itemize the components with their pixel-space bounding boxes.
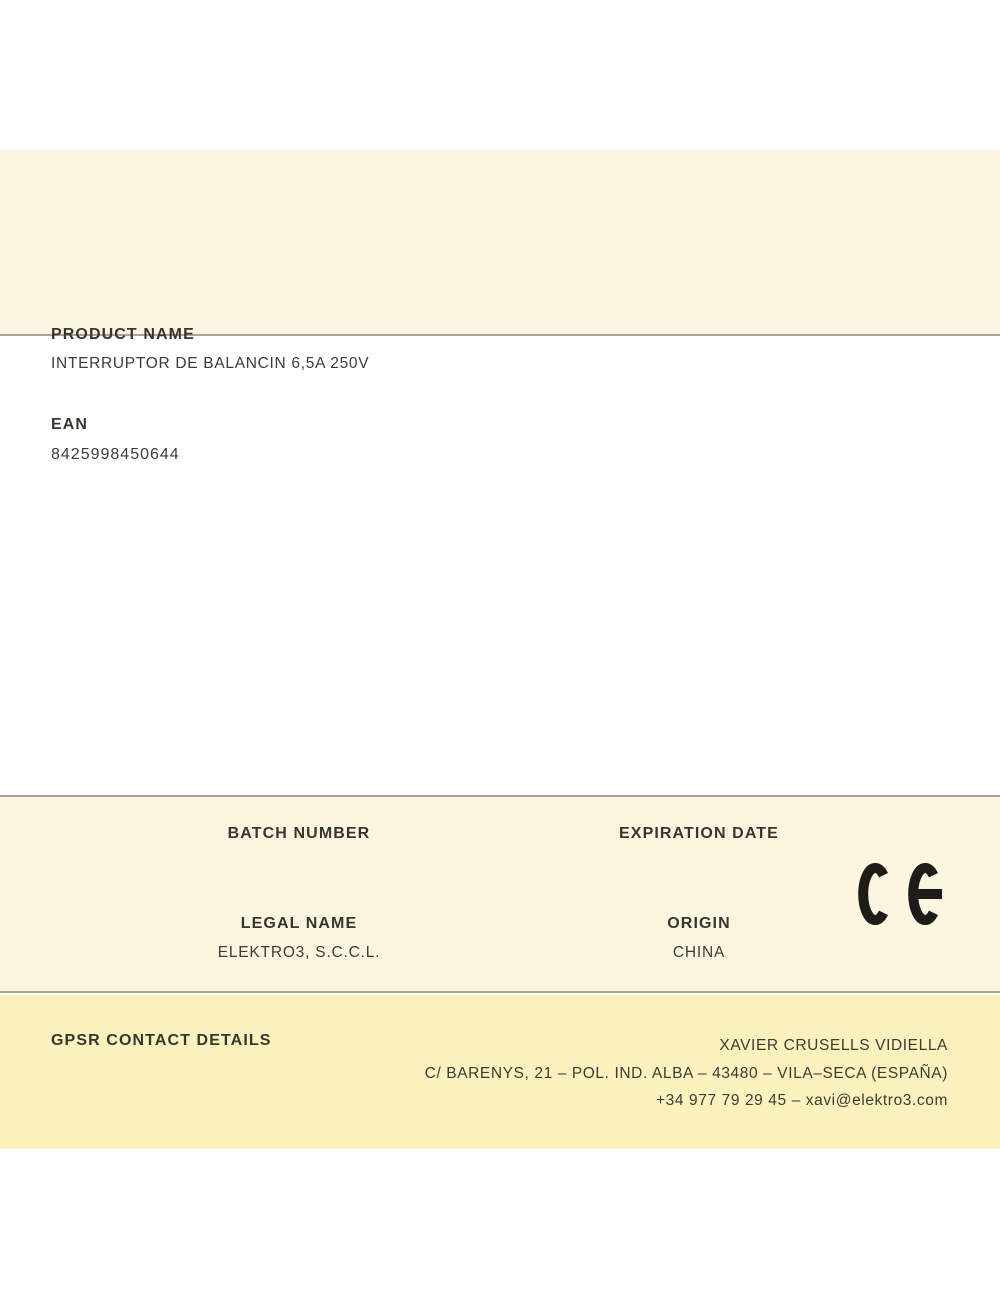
- contact-address: C/ BARENYS, 21 – POL. IND. ALBA – 43480 – VILA–SECA (ESPAÑA): [424, 1064, 948, 1082]
- gpsr-contact-section: [0, 995, 1000, 1149]
- product-name-label: PRODUCT NAME: [51, 326, 195, 343]
- product-name-value: INTERRUPTOR DE BALANCIN 6,5A 250V: [51, 355, 370, 372]
- ce-marking-icon: [858, 863, 942, 925]
- legal-name-value: ELEKTRO3, S.C.C.L.: [217, 944, 381, 961]
- expiration-date-label: EXPIRATION DATE: [619, 825, 779, 842]
- contact-phone-email: +34 977 79 29 45 – xavi@elektro3.com: [656, 1092, 948, 1109]
- origin-label: ORIGIN: [667, 915, 731, 932]
- origin-value: CHINA: [672, 944, 726, 961]
- legal-name-label: LEGAL NAME: [240, 915, 358, 932]
- gpsr-contact-block: [425, 1032, 948, 1115]
- batch-number-label: BATCH NUMBER: [227, 825, 371, 842]
- batch-section: [0, 795, 1000, 993]
- gpsr-contact-label: GPSR CONTACT DETAILS: [51, 1032, 272, 1049]
- product-section: [0, 150, 1000, 463]
- ean-value: 8425998450644: [51, 446, 180, 463]
- ean-label: EAN: [51, 416, 89, 433]
- contact-person-name: XAVIER CRUSELLS VIDIELLA: [719, 1037, 948, 1054]
